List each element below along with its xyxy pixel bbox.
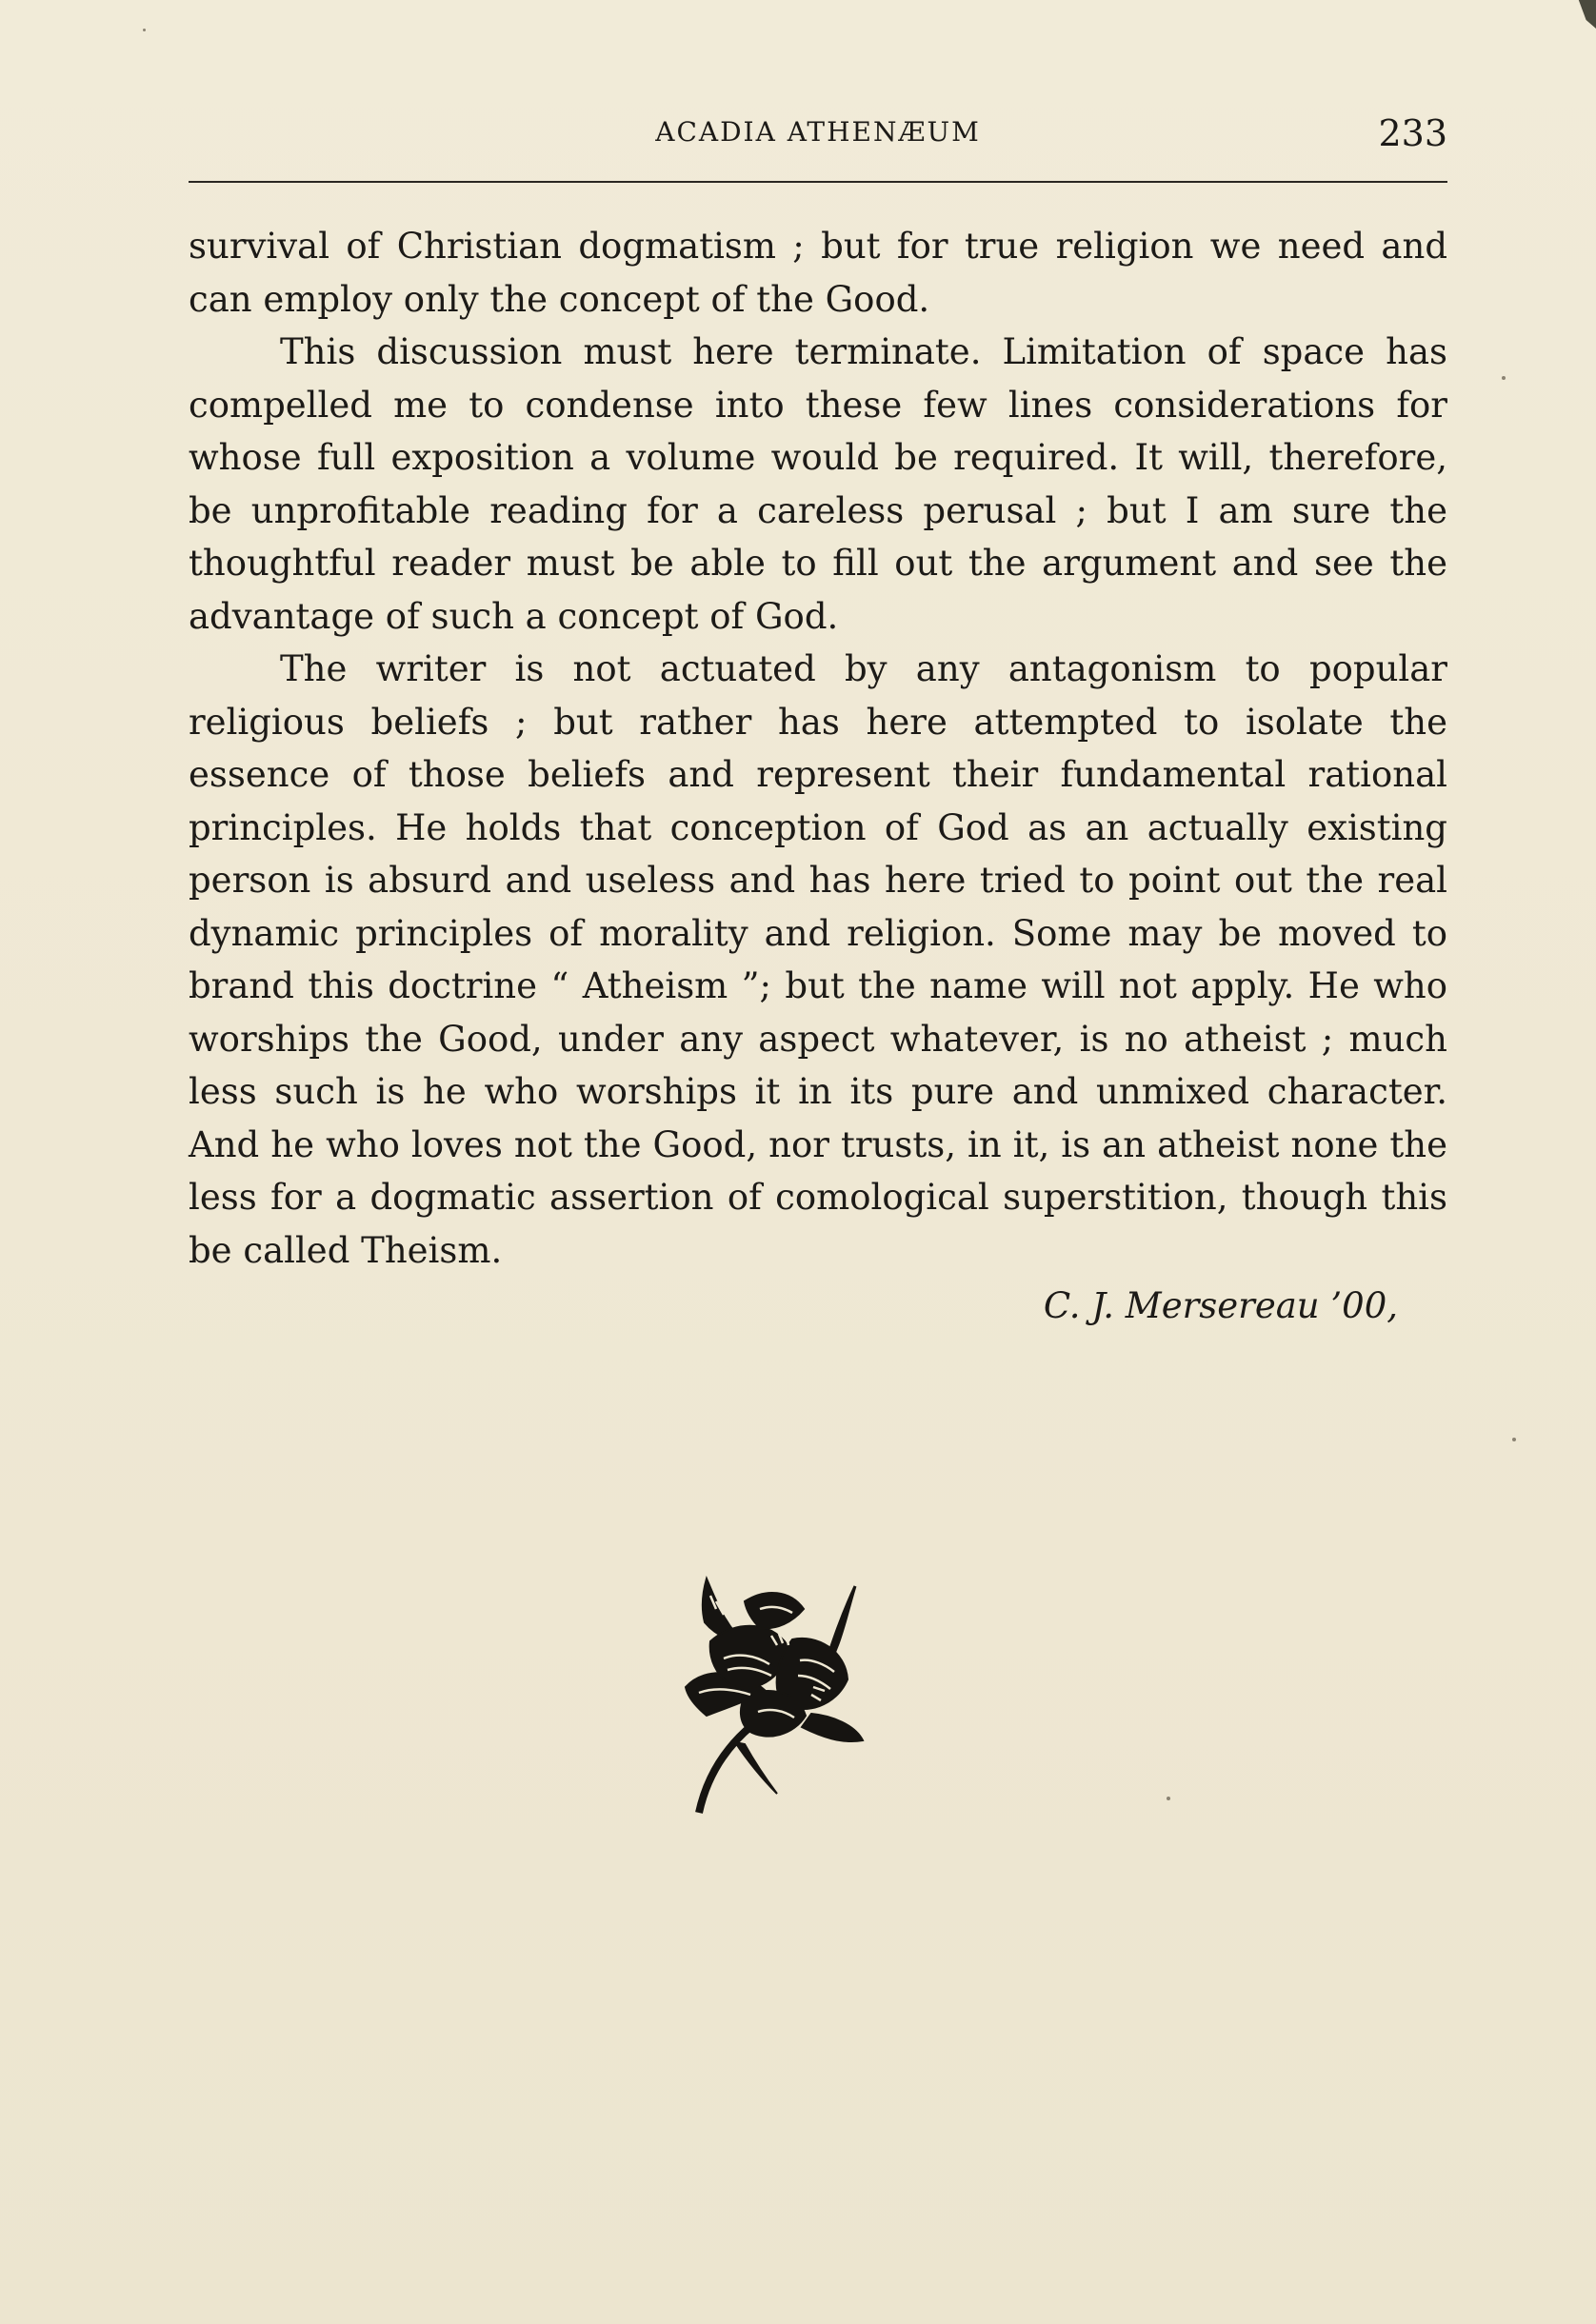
paper-speck [1502, 376, 1506, 380]
paragraph: This discussion must here terminate. Limitation of space has compelled me to condense into these few lines considerations for whose full exposition a volume would be required. It will, therefore, be unprofitable reading for a careless perusal ; but I am sure the thoughtful reader must be able to fill out the argument and see the advantage of such a concept of God. [189, 331, 1447, 637]
lily-flower-ornament-icon [678, 1573, 868, 1820]
paragraph: The writer is not actuated by any antagonism to popular religious beliefs ; but rather has here attempted to isolate the essence of those beliefs and represent their fundamental rational principles. He holds that conception of God as an actually existing person is absurd and useless and has here tried to point out the real dynamic principles of morality and religion. Some may be moved to brand this doctrine “ Atheism ”; but the name will not apply. He who worships the Good, under any aspect whatever, is no atheist ; much less such is he who worships it in its pure and unmixed character. And he who loves not the Good, nor trusts, in it, is an atheist none the less for a dogmatic assertion of comological superstition, though this be called Theism. [189, 648, 1447, 1271]
author-signature: C. J. Mersereau ’00, [1043, 1285, 1398, 1326]
article-body [189, 220, 1447, 1277]
paper-speck [143, 29, 146, 31]
running-title: ACADIA ATHENÆUM [655, 116, 981, 148]
paper-speck [1167, 1797, 1170, 1800]
paragraph: survival of Christian dogmatism ; but for true religion we need and can employ only the concept of the Good. [189, 226, 1447, 320]
page-number: 233 [1378, 112, 1447, 154]
header-rule [189, 181, 1447, 183]
page-header [189, 112, 1447, 179]
page-corner-mark [1571, 0, 1596, 29]
paper-speck [1512, 1438, 1516, 1441]
